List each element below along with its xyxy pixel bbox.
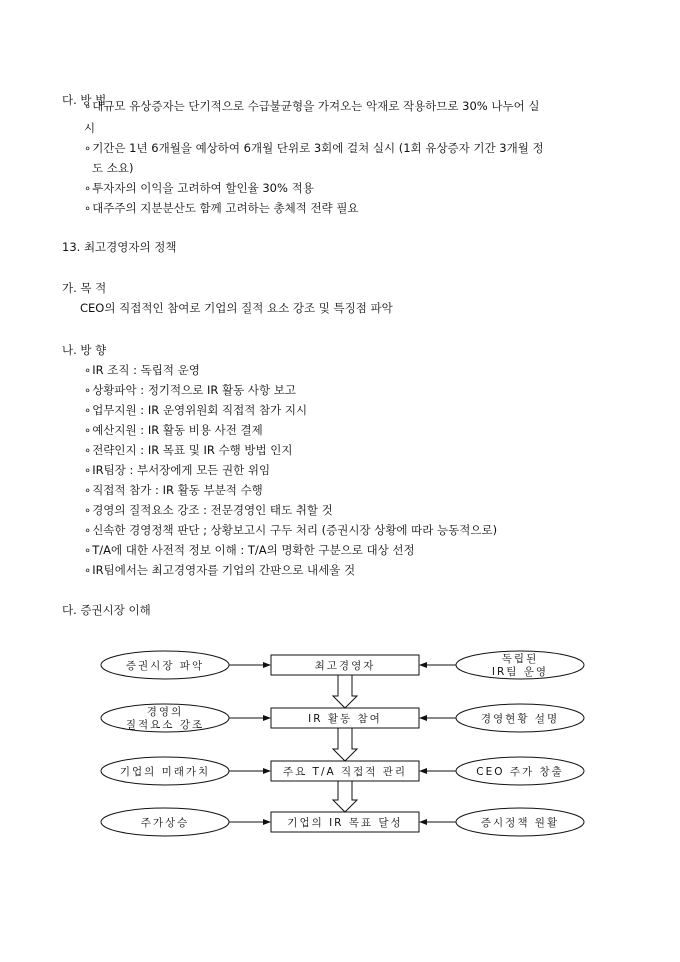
center-box-label: 기업의 IR 목표 달성	[287, 817, 403, 829]
heading-market: 다. 증권시장 이해	[62, 603, 151, 617]
left-ellipse-label: 질적요소 강조	[125, 719, 205, 731]
purpose-text: CEO의 직접적인 참여로 기업의 질적 요소 강조 및 특징점 파악	[80, 301, 393, 315]
list-item: ∘ IR팀장 : 부서장에게 모든 권한 위임	[84, 463, 270, 477]
list-item-cont: 도 소요)	[92, 161, 134, 175]
down-arrow-icon	[333, 781, 357, 812]
list-item: ∘ IR 조직 : 독립적 운영	[84, 363, 200, 377]
right-ellipse-label: 증시정책 원활	[480, 817, 560, 829]
list-item: ∘ 신속한 경영정책 판단 ; 상황보고시 구두 처리 (증권시장 상황에 따라 능동적으로)	[84, 523, 497, 537]
list-item: ∘ T/A에 대한 사전적 정보 이해 : T/A의 명확한 구분으로 대상 선정	[84, 543, 415, 557]
center-box-label: 주요 T/A 직접적 관리	[282, 766, 408, 778]
list-item: ∘ 상황파악 : 정기적으로 IR 활동 사항 보고	[84, 383, 296, 397]
list-item: ∘ 예산지원 : IR 활동 비용 사전 결제	[84, 423, 263, 437]
center-box-label: 최고경영자	[314, 660, 376, 672]
left-ellipse-label: 주가상승	[140, 817, 190, 829]
right-ellipse-label: CEO 주가 창출	[476, 766, 564, 778]
heading-purpose: 가. 목 적	[62, 281, 107, 295]
list-item: ∘ 경영의 질적요소 강조 : 전문경영인 태도 취할 것	[84, 503, 333, 517]
list-item: ∘ 전략인지 : IR 목표 및 IR 수행 방법 인지	[84, 443, 293, 457]
heading-method: 다. 방 법	[62, 93, 107, 107]
right-ellipse-label: IR팀 운영	[491, 666, 549, 678]
list-item: ∘ 투자자의 이익을 고려하여 할인율 30% 적용	[84, 181, 314, 195]
list-item: ∘ 대주주의 지분분산도 함께 고려하는 총체적 전략 필요	[84, 201, 359, 215]
list-item: ∘ 직접적 참가 : IR 활동 부분적 수행	[84, 483, 263, 497]
right-ellipse-label: 경영현황 설명	[480, 713, 560, 725]
down-arrow-icon	[333, 675, 357, 708]
list-item: ∘ 업무지원 : IR 운영위원회 직접적 참가 지시	[84, 403, 307, 417]
heading-ceo-policy: 13. 최고경영자의 정책	[62, 240, 177, 254]
list-item: ∘ 기간은 1년 6개월을 예상하여 6개월 단위로 3회에 걸쳐 실시 (1회 유상증자 기간 3개월 정	[84, 141, 544, 155]
heading-direction: 나. 방 향	[62, 343, 107, 357]
right-ellipse-label: 독립된	[501, 653, 539, 665]
down-arrow-icon	[333, 728, 357, 761]
left-ellipse-label: 증권시장 파악	[125, 660, 205, 672]
center-box-label: IR 활동 참여	[308, 713, 382, 725]
left-ellipse-label: 기업의 미래가치	[119, 766, 211, 778]
list-item: ∘ IR팀에서는 최고경영자를 기업의 간판으로 내세울 것	[84, 563, 355, 577]
left-ellipse-label: 경영의	[146, 706, 184, 718]
list-item: ∘ 대규모 유상증자는 단기적으로 수급불균형을 가져오는 악재로 작용하므로 30% 나누어 실	[84, 99, 539, 113]
list-item-cont: 시	[84, 121, 96, 135]
